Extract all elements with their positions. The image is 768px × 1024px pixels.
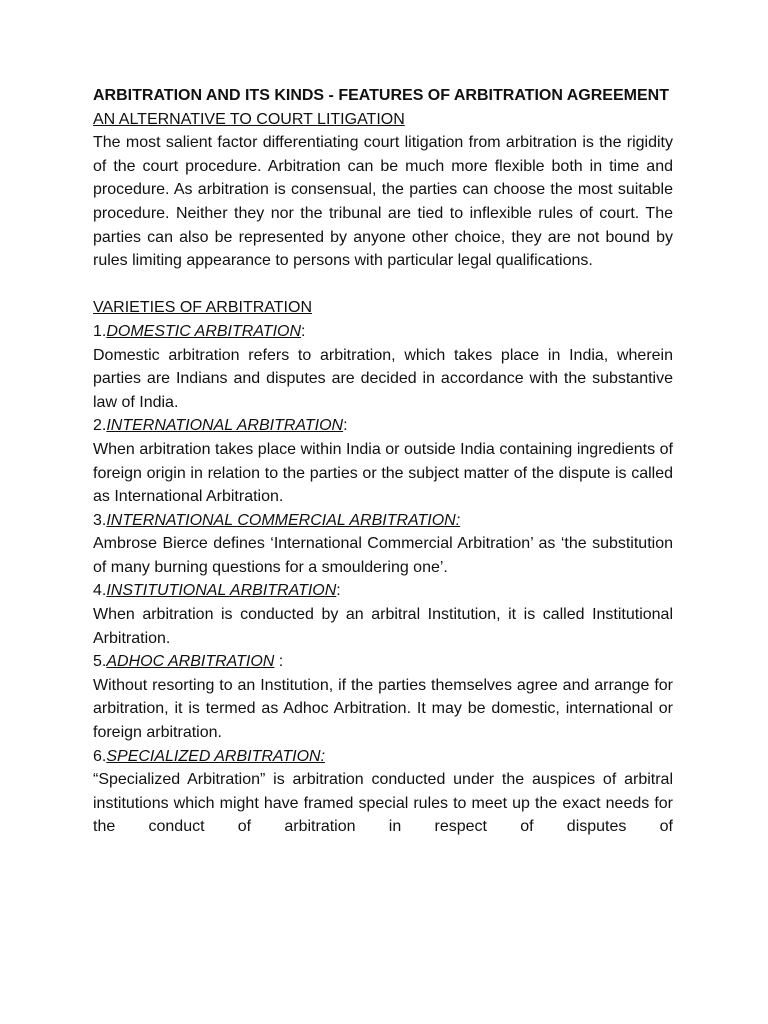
variety-name: SPECIALIZED ARBITRATION: <box>106 747 326 765</box>
variety-name: DOMESTIC ARBITRATION <box>106 322 302 340</box>
variety-paragraph-specialized: “Specialized Arbitration” is arbitration conducted under the auspices of arbitral institutions which might have framed special rules to meet up the exact needs for the conduct of arbitration in respect of disputes of <box>93 771 673 836</box>
variety-name: ADHOC ARBITRATION <box>106 653 275 671</box>
section-paragraph-alternative: The most salient factor differentiating court litigation from arbitration is the rigidity of the court procedure. Arbitration can be much more flexible both in time and procedure. As arbitration is consensual, the parties can choose the most suitable procedure. Neither they nor the tribunal are tied to inflexible rules of court. The parties can also be represented by anyone other choice, they are not bound by rules limiting appearance to persons with particular legal qualifications. <box>93 134 673 270</box>
variety-number: 3. <box>93 511 107 529</box>
variety-heading-international-commercial <box>93 509 673 533</box>
spacer <box>93 273 673 297</box>
variety-name: INTERNATIONAL COMMERCIAL ARBITRATION: <box>106 511 461 529</box>
variety-suffix: : <box>274 653 284 671</box>
variety-heading-adhoc <box>93 650 673 674</box>
variety-paragraph-international-commercial: Ambrose Bierce defines ‘International Commercial Arbitration’ as ‘the substitution of many burning questions for a smouldering one’. <box>93 535 673 576</box>
variety-number: 1. <box>93 322 107 340</box>
variety-suffix: : <box>336 582 341 600</box>
variety-suffix: : <box>343 417 348 435</box>
section-heading-alternative <box>93 108 673 132</box>
document-page <box>93 84 673 839</box>
section-heading-varieties-text: VARIETIES OF ARBITRATION <box>93 299 312 317</box>
variety-heading-specialized <box>93 745 673 769</box>
variety-paragraph-international: When arbitration takes place within India or outside India containing ingredients of foreign origin in relation to the parties or the subject matter of the dispute is called as International Arbitration. <box>93 440 673 506</box>
variety-heading-institutional <box>93 579 673 603</box>
variety-number: 4. <box>93 582 107 600</box>
variety-heading-international <box>93 414 673 438</box>
section-heading-alternative-text: AN ALTERNATIVE TO COURT LITIGATION <box>93 110 405 128</box>
variety-heading-domestic <box>93 320 673 344</box>
variety-name: INSTITUTIONAL ARBITRATION <box>106 582 337 600</box>
variety-paragraph-domestic: Domestic arbitration refers to arbitration, which takes place in India, wherein parties are Indians and disputes are decided in accordance with the substantive law of India. <box>93 346 673 411</box>
variety-paragraph-adhoc: Without resorting to an Institution, if the parties themselves agree and arrange for arbitration, it is termed as Adhoc Arbitration. It may be domestic, international or foreign arbitration. <box>93 676 673 742</box>
variety-number: 2. <box>93 417 107 435</box>
section-heading-varieties <box>93 296 673 320</box>
variety-number: 6. <box>93 747 107 765</box>
variety-paragraph-institutional: When arbitration is conducted by an arbitral Institution, it is called Institutional Arbitration. <box>93 606 673 647</box>
variety-suffix: : <box>301 322 306 340</box>
document-title: ARBITRATION AND ITS KINDS - FEATURES OF ARBITRATION AGREEMENT <box>93 87 669 104</box>
variety-name: INTERNATIONAL ARBITRATION <box>106 417 344 435</box>
variety-number: 5. <box>93 653 107 671</box>
